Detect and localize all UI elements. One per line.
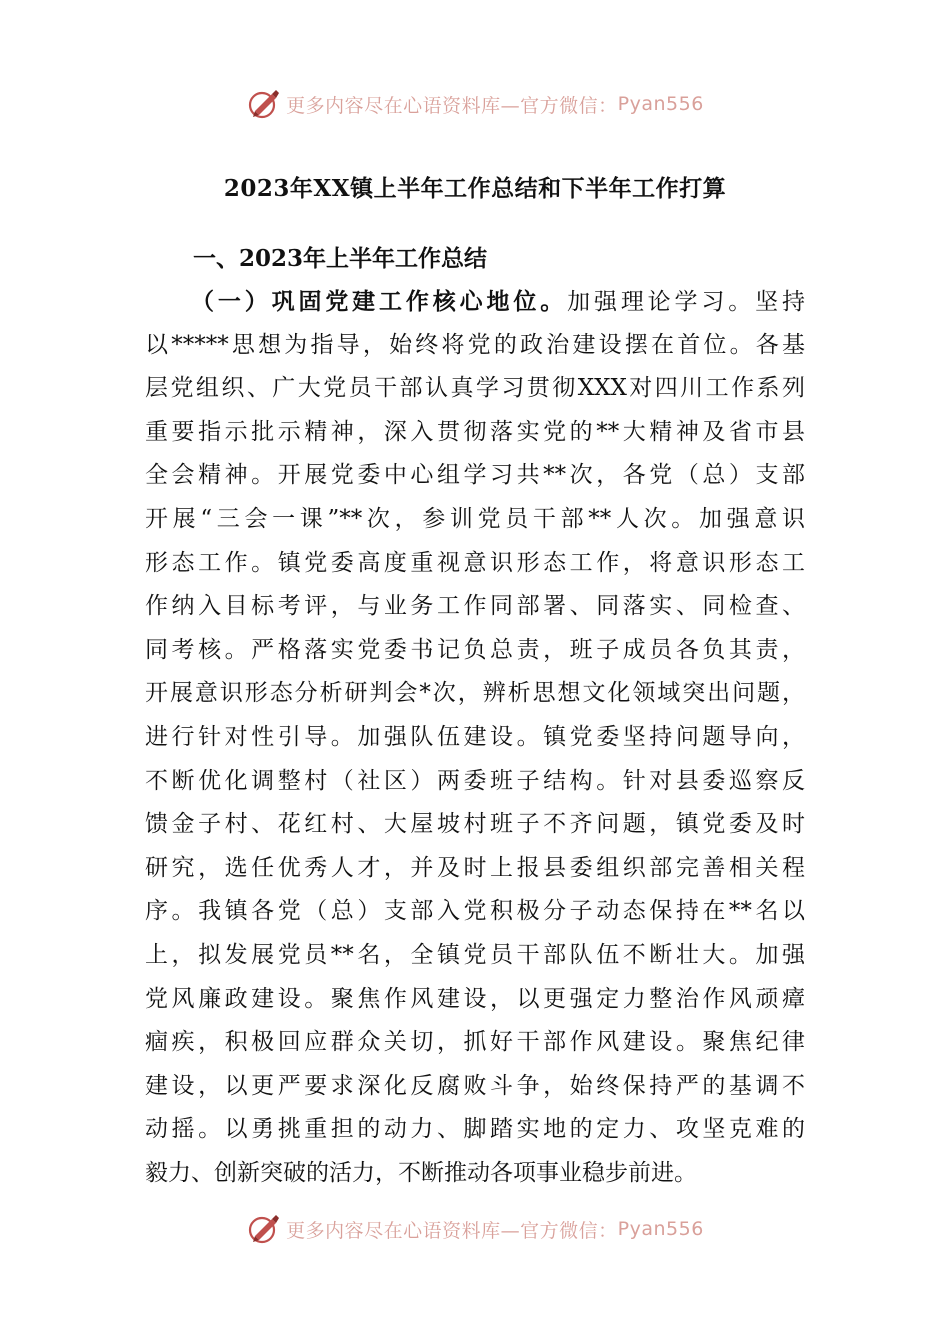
- body-line: 痼疾，积极回应群众关切，抓好干部作风建设。聚焦纪律: [145, 1029, 805, 1056]
- pen-logo-icon: [246, 86, 282, 122]
- body-line: 同考核。严格落实党委书记负总责，班子成员各负其责，: [145, 636, 805, 663]
- body-line: 毅力、创新突破的活力，不断推动各项事业稳步前进。: [145, 1159, 697, 1186]
- body-line-text: 加强理论学习。坚持: [567, 289, 806, 315]
- body-line: 研究，选任优秀人才，并及时上报县委组织部完善相关程: [145, 854, 805, 881]
- body-line: [145, 280, 805, 324]
- body-line: 党风廉政建设。聚焦作风建设，以更强定力整治作风顽瘴: [145, 985, 805, 1012]
- watermark-wechat-id: Pyan556: [617, 93, 704, 115]
- body-line: 作纳入目标考评，与业务工作同部署、同落实、同检查、: [145, 593, 805, 620]
- body-line: 开展“三会一课”**次，参训党员干部**人次。加强意识: [145, 505, 805, 532]
- body-line: 形态工作。镇党委高度重视意识形态工作，将意识形态工: [145, 549, 805, 576]
- section-heading: 一、2023年上半年工作总结: [193, 245, 488, 272]
- pen-logo-icon: [246, 1211, 282, 1247]
- body-line: 进行针对性引导。加强队伍建设。镇党委坚持问题导向，: [145, 723, 805, 750]
- body-paragraph: [145, 280, 805, 1195]
- body-line: 开展意识形态分析研判会*次，辨析思想文化领域突出问题，: [145, 680, 805, 707]
- body-line: 动摇。以勇挑重担的动力、脚踏实地的定力、攻坚克难的: [145, 1116, 805, 1143]
- watermark-text: 更多内容尽在心语资料库—官方微信：: [286, 94, 618, 117]
- watermark-wechat-id: Pyan556: [617, 1218, 704, 1240]
- watermark-footer: [0, 1209, 950, 1249]
- body-line: 全会精神。开展党委中心组学习共**次，各党（总）支部: [145, 462, 805, 489]
- document-title: 2023年XX镇上半年工作总结和下半年工作打算: [223, 175, 727, 202]
- watermark-header: [0, 84, 950, 124]
- body-line: 序。我镇各党（总）支部入党积极分子动态保持在**名以: [145, 898, 805, 925]
- body-line: 重要指示批示精神，深入贯彻落实党的**大精神及省市县: [145, 418, 805, 445]
- subheading: （一）巩固党建工作核心地位。: [191, 288, 568, 315]
- body-line: 不断优化调整村（社区）两委班子结构。针对县委巡察反: [145, 767, 805, 794]
- body-line: 层党组织、广大党员干部认真学习贯彻XXX对四川工作系列: [145, 375, 805, 402]
- body-line: 建设，以更严要求深化反腐败斗争，始终保持严的基调不: [145, 1072, 805, 1099]
- body-line: 以*****思想为指导，始终将党的政治建设摆在首位。各基: [145, 331, 805, 358]
- watermark-text: 更多内容尽在心语资料库—官方微信：: [286, 1219, 618, 1242]
- body-line: 上，拟发展党员**名，全镇党员干部队伍不断壮大。加强: [145, 941, 805, 968]
- body-line: 馈金子村、花红村、大屋坡村班子不齐问题，镇党委及时: [145, 811, 805, 838]
